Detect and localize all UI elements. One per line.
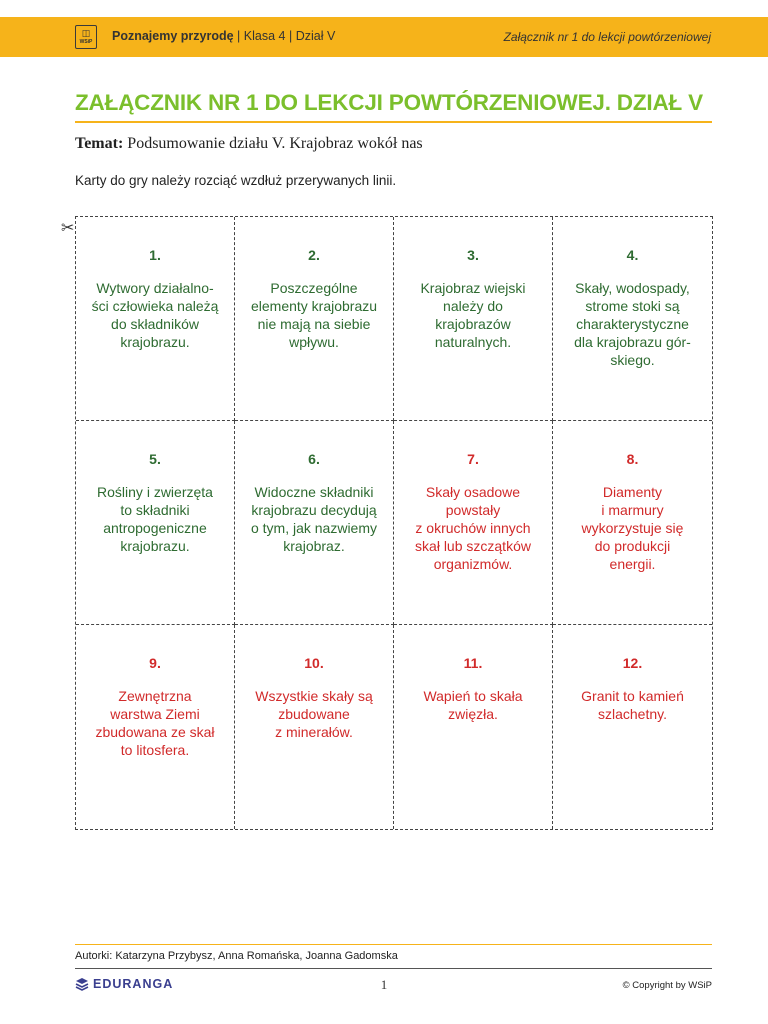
card-text: Poszczególne elementy krajobrazu nie mają na siebie wpływu. <box>250 280 378 350</box>
game-card <box>76 217 235 421</box>
page-title: ZAŁĄCZNIK NR 1 DO LEKCJI POWTÓRZENIOWEJ. DZIAŁ V <box>75 90 703 115</box>
card-text: Skały, wodospady, strome stoki są charakterystyczne dla krajobrazu gór- skiego. <box>574 280 691 368</box>
book-icon: ◫ <box>81 28 91 39</box>
copyright-notice: © Copyright by WSiP <box>622 980 712 991</box>
card-number: 4. <box>626 247 639 263</box>
card-text: Wapień to skała zwięzła. <box>423 688 523 722</box>
section-label: Dział V <box>295 29 336 43</box>
topic-text: Podsumowanie działu V. Krajobraz wokół nas <box>123 135 423 152</box>
attachment-label: Załącznik nr 1 do lekcji powtórzeniowej <box>503 30 711 44</box>
card-text: Widoczne składniki krajobrazu decydują o tym, jak nazwiemy krajobraz. <box>250 484 378 554</box>
card-number: 12. <box>622 655 643 671</box>
card-number: 3. <box>467 247 479 263</box>
topic-line <box>75 135 423 153</box>
card-text: Zewnętrzna warstwa Ziemi zbudowana ze skał to litosfera. <box>95 688 215 758</box>
game-card <box>76 421 235 625</box>
cut-instruction: Karty do gry należy rozciąć wzdłuż przerywanych linii. <box>75 173 397 188</box>
separator: | <box>233 29 244 43</box>
card-number: 5. <box>149 451 161 467</box>
cards-grid <box>75 216 713 830</box>
game-card <box>76 625 235 829</box>
game-card <box>235 421 394 625</box>
game-card <box>235 625 394 829</box>
page-number: 1 <box>380 977 388 992</box>
scissors-icon: ✂ <box>61 218 75 237</box>
game-card <box>553 421 712 625</box>
footer-divider <box>75 968 712 969</box>
grade-label: Klasa 4 <box>243 29 286 43</box>
card-number: 2. <box>308 247 320 263</box>
card-text: Diamenty i marmury wykorzystuje się do produkcji energii. <box>581 484 684 572</box>
wsip-logo <box>75 25 97 49</box>
title-underline <box>75 121 712 123</box>
card-number: 11. <box>463 655 483 671</box>
card-text: Rośliny i zwierzęta to składniki antropogeniczne krajobrazu. <box>97 484 213 554</box>
card-text: Wszystkie skały są zbudowane z minerałów. <box>255 688 373 740</box>
game-card <box>394 421 553 625</box>
card-text: Krajobraz wiejski należy do krajobrazów naturalnych. <box>420 280 526 350</box>
card-text: Granit to kamień szlachetny. <box>581 688 684 722</box>
game-card <box>235 217 394 421</box>
separator: | <box>285 29 296 43</box>
card-number: 10. <box>304 655 324 671</box>
header-series-info <box>112 29 335 43</box>
topic-label: Temat: <box>75 135 124 152</box>
card-number: 7. <box>467 451 479 467</box>
game-card <box>553 217 712 421</box>
game-card <box>394 625 553 829</box>
game-card <box>553 625 712 829</box>
card-text: Skały osadowe powstały z okruchów innych skał lub szczątków organizmów. <box>415 484 531 572</box>
game-card <box>394 217 553 421</box>
card-number: 9. <box>149 655 161 671</box>
header-bar <box>0 17 768 57</box>
card-number: 6. <box>308 451 320 467</box>
card-number: 8. <box>626 451 639 467</box>
card-number: 1. <box>149 247 161 263</box>
authors-credit: Autorki: Katarzyna Przybysz, Anna Romańska, Joanna Gadomska <box>75 950 398 962</box>
series-name: Poznajemy przyrodę <box>112 29 234 43</box>
eduranga-brand <box>75 977 173 991</box>
footer-divider <box>75 944 712 945</box>
eduranga-logo-icon <box>75 977 89 991</box>
logo-text: WSiP <box>79 38 93 45</box>
card-text: Wytwory działalno- ści człowieka należą do składników krajobrazu. <box>91 280 219 350</box>
brand-name: EDURANGA <box>93 977 174 991</box>
